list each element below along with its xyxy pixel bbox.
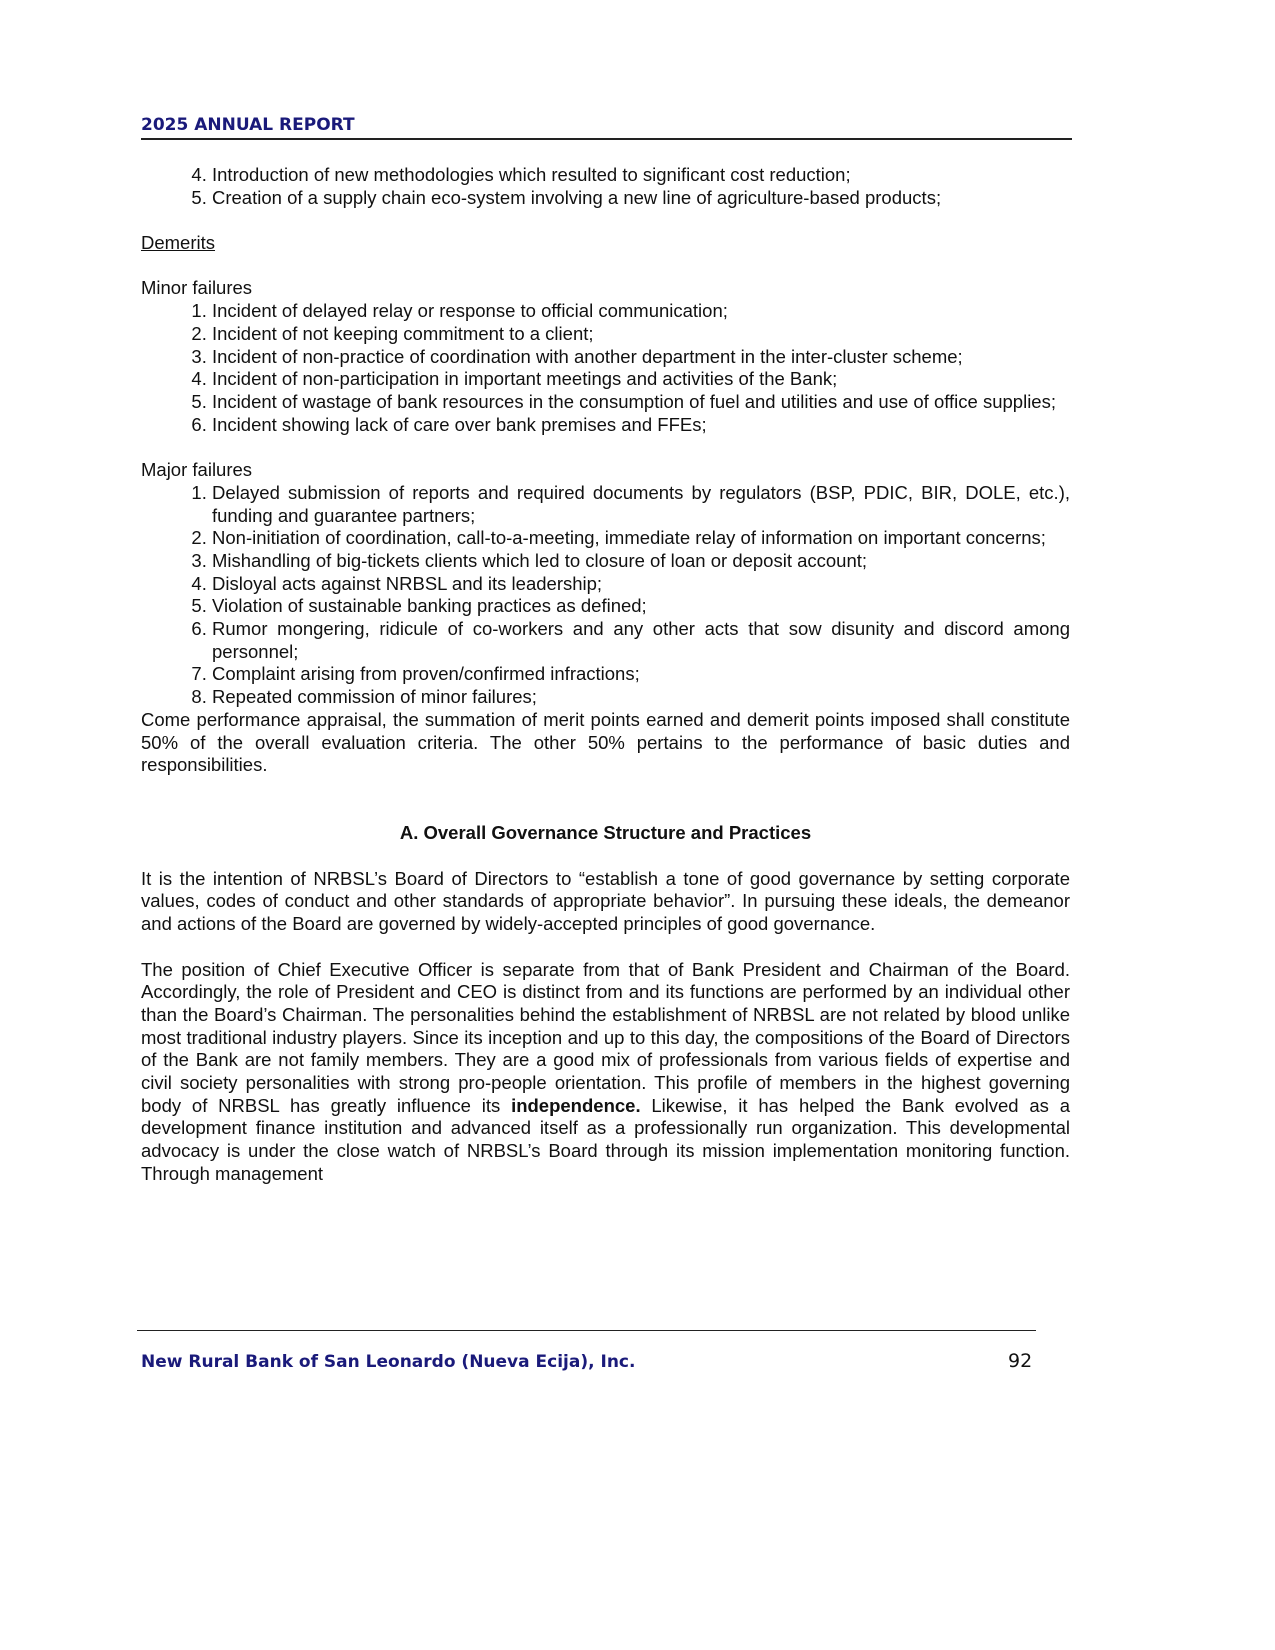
list-item: 3. Incident of non-practice of coordination with another department in the inter-cluster scheme; bbox=[212, 346, 1070, 369]
page-header bbox=[141, 115, 1072, 140]
list-item: 4. Disloyal acts against NRBSL and its leadership; bbox=[212, 573, 1070, 596]
section-heading: A. Overall Governance Structure and Practices bbox=[399, 822, 812, 844]
major-failures-list bbox=[141, 482, 1070, 709]
minor-failures-list bbox=[141, 300, 1070, 436]
merits-list-continued bbox=[141, 164, 1070, 209]
governance-paragraph-2 bbox=[141, 959, 1070, 1186]
list-item: 2. Non-initiation of coordination, call-to-a-meeting, immediate relay of information on important concerns; bbox=[212, 527, 1070, 550]
footer-bank-name: New Rural Bank of San Leonardo (Nueva Ecija), Inc. bbox=[141, 1352, 636, 1372]
list-item: 1. Incident of delayed relay or response to official communication; bbox=[212, 300, 1070, 323]
list-item: 4. Introduction of new methodologies which resulted to significant cost reduction; bbox=[212, 164, 1070, 187]
paragraph-text: The position of Chief Executive Officer is separate from that of Bank President and Chairman of the Board. Accordingly, the role of President and CEO is distinct from and its functions are performed by an individual other than the Board’s Chairman. The personalities behind the establishment of NRBSL are not related by blood unlike most traditional industry players. Since its inception and up to this day, the compositions of the Board of Directors of the Bank are not family members. They are a good mix of professionals from various fields of expertise and civil society personalities with strong pro-people orientation. This profile of members in the highest governing body of NRBSL has greatly influence its bbox=[141, 958, 1070, 1116]
list-item: 4. Incident of non-participation in important meetings and activities of the Bank; bbox=[212, 368, 1070, 391]
minor-failures-label: Minor failures bbox=[141, 277, 253, 299]
list-item: 5. Creation of a supply chain eco-system involving a new line of agriculture-based products; bbox=[212, 187, 1070, 210]
list-item: 8. Repeated commission of minor failures; bbox=[212, 686, 1070, 709]
report-title: 2025 ANNUAL REPORT bbox=[141, 115, 355, 135]
list-item: 6. Incident showing lack of care over bank premises and FFEs; bbox=[212, 414, 1070, 437]
list-item: 1. Delayed submission of reports and required documents by regulators (BSP, PDIC, BIR, DOLE, etc.), funding and guarantee partners; bbox=[212, 482, 1070, 527]
page-content bbox=[141, 164, 1070, 1186]
list-item: 2. Incident of not keeping commitment to a client; bbox=[212, 323, 1070, 346]
demerits-heading: Demerits bbox=[141, 232, 216, 254]
list-item: 5. Violation of sustainable banking practices as defined; bbox=[212, 595, 1070, 618]
list-item: 6. Rumor mongering, ridicule of co-workers and any other acts that sow disunity and discord among personnel; bbox=[212, 618, 1070, 663]
list-item: 7. Complaint arising from proven/confirmed infractions; bbox=[212, 663, 1070, 686]
major-failures-label: Major failures bbox=[141, 459, 253, 481]
page-number: 92 bbox=[1008, 1350, 1033, 1372]
bold-term: independence. bbox=[511, 1094, 641, 1116]
appraisal-paragraph: Come performance appraisal, the summation of merit points earned and demerit points imposed shall constitute 50% of the overall evaluation criteria. The other 50% pertains to the performance of basic duties and responsibilities. bbox=[141, 708, 1070, 776]
paragraph-text: Likewise, it has helped the Bank evolved as a development finance institution and advanced itself as a professionally run organization. This developmental advocacy is under the close watch of NRBSL’s Board through its mission implementation monitoring function. Through management bbox=[141, 1094, 1070, 1184]
list-item: 3. Mishandling of big-tickets clients which led to closure of loan or deposit account; bbox=[212, 550, 1070, 573]
footer-divider bbox=[137, 1330, 1036, 1331]
list-item: 5. Incident of wastage of bank resources in the consumption of fuel and utilities and use of office supplies; bbox=[212, 391, 1070, 414]
governance-paragraph-1: It is the intention of NRBSL’s Board of Directors to “establish a tone of good governance by setting corporate values, codes of conduct and other standards of appropriate behavior”. In pursuing these ideals, the demeanor and actions of the Board are governed by widely-accepted principles of good governance. bbox=[141, 867, 1070, 935]
